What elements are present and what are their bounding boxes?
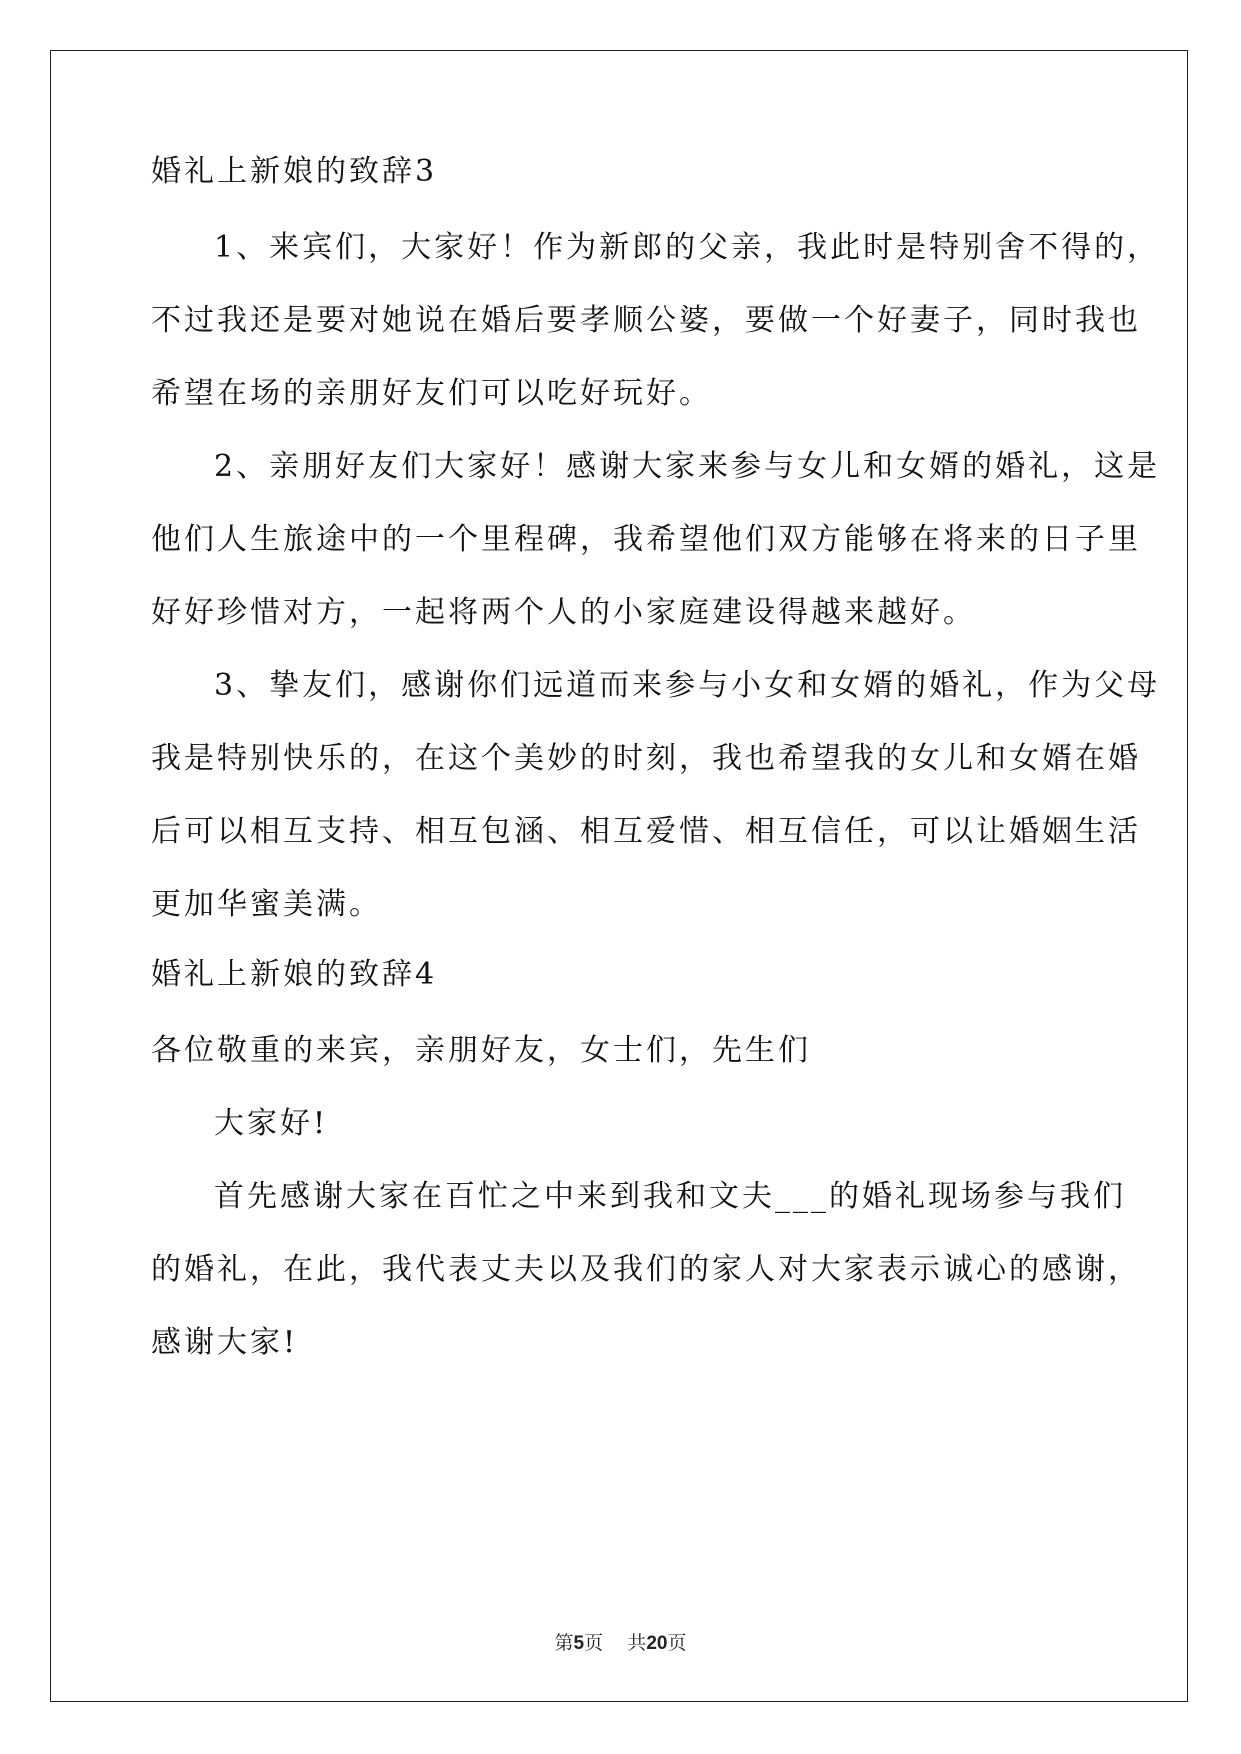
- paragraph-line: 我是特别快乐的，在这个美妙的时刻，我也希望我的女儿和女婿在婚: [151, 741, 1141, 776]
- total-prefix: 共: [627, 1632, 647, 1654]
- total-pages: 20: [646, 1633, 668, 1654]
- paragraph-line: 希望在场的亲朋好友们可以吃好玩好。: [151, 376, 712, 411]
- paragraph-line: 好好珍惜对方，一起将两个人的小家庭建设得越来越好。: [151, 595, 976, 630]
- paragraph-line: 的婚礼，在此，我代表丈夫以及我们的家人对大家表示诚心的感谢，: [151, 1252, 1141, 1287]
- paragraph-line: 感谢大家!: [151, 1325, 299, 1360]
- page-border: [50, 50, 1188, 1702]
- section-heading: 婚礼上新娘的致辞3: [151, 154, 438, 189]
- greeting-line: 大家好!: [214, 1106, 329, 1141]
- section-heading: 婚礼上新娘的致辞4: [151, 957, 438, 992]
- page-footer: [0, 1628, 1241, 1655]
- paragraph-line: 1、来宾们，大家好！作为新郎的父亲，我此时是特别舍不得的，: [214, 230, 1161, 265]
- paragraph-line: 不过我还是要对她说在婚后要孝顺公婆，要做一个好妻子，同时我也: [151, 303, 1141, 338]
- paragraph-line: 后可以相互支持、相互包涵、相互爱惜、相互信任，可以让婚姻生活: [151, 814, 1141, 849]
- paragraph-line: 他们人生旅途中的一个里程碑，我希望他们双方能够在将来的日子里: [151, 522, 1141, 557]
- salutation-line: 各位敬重的来宾，亲朋好友，女士们，先生们: [151, 1033, 811, 1068]
- page-number: 5: [573, 1633, 585, 1654]
- paragraph-line: 首先感谢大家在百忙之中来到我和文夫___的婚礼现场参与我们: [214, 1179, 1126, 1214]
- paragraph-line: 2、亲朋好友们大家好！感谢大家来参与女儿和女婿的婚礼，这是: [214, 449, 1161, 484]
- paragraph-line: 更加华蜜美满。: [151, 887, 382, 922]
- page-prefix: 第: [554, 1632, 574, 1654]
- page-suffix: 页: [584, 1632, 604, 1654]
- paragraph-line: 3、挚友们，感谢你们远道而来参与小女和女婿的婚礼，作为父母: [214, 668, 1161, 703]
- total-suffix: 页: [667, 1632, 687, 1654]
